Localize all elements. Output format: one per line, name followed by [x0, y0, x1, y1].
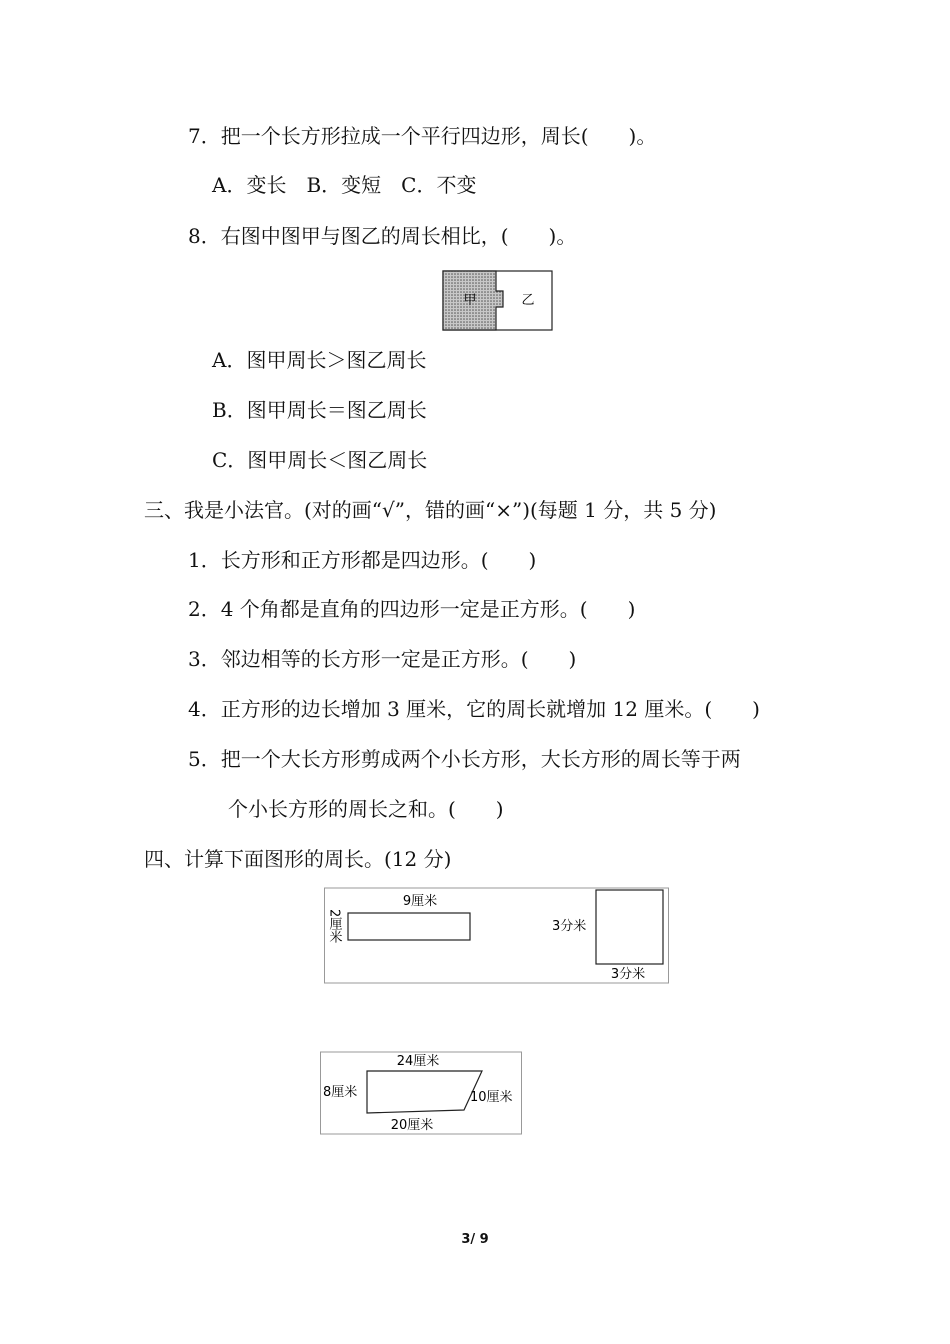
section4-heading: 四、计算下面图形的周长。(12 分)	[144, 847, 452, 871]
trapezoid-right-label: 10厘米	[470, 1090, 513, 1105]
section4-figure-2	[320, 1051, 523, 1137]
q8-label-jia: 甲	[463, 293, 477, 308]
rect-height-label: 2厘米	[326, 909, 342, 944]
q8-stem: 8．右图中图甲与图乙的周长相比，( )。	[188, 224, 577, 248]
q8-label-yi: 乙	[521, 293, 535, 308]
q8-option-c: C．图甲周长＜图乙周长	[212, 448, 428, 472]
page-number: 3/ 9	[461, 1232, 489, 1247]
section3-item-5-cont: 个小长方形的周长之和。( )	[228, 797, 504, 821]
trapezoid-left-label: 8厘米	[323, 1085, 358, 1100]
section3-item-2: 2．4 个角都是直角的四边形一定是正方形。( )	[188, 597, 636, 621]
q8-figure	[442, 270, 554, 332]
q7-options: A．变长 B．变短 C．不变	[212, 173, 477, 197]
q8-option-b: B．图甲周长＝图乙周长	[212, 398, 427, 422]
square-bottom-label: 3分米	[610, 967, 646, 982]
section3-item-3: 3．邻边相等的长方形一定是正方形。( )	[188, 647, 577, 671]
trapezoid-top-label: 24厘米	[396, 1054, 440, 1069]
square-left-label: 3分米	[552, 919, 587, 934]
rect-width-label: 9厘米	[402, 894, 438, 909]
q7-stem: 7．把一个长方形拉成一个平行四边形，周长( )。	[188, 124, 657, 148]
section3-item-5: 5．把一个大长方形剪成两个小长方形，大长方形的周长等于两	[188, 747, 741, 771]
section3-item-4: 4．正方形的边长增加 3 厘米，它的周长就增加 12 厘米。( )	[188, 697, 760, 721]
trapezoid-bottom-label: 20厘米	[390, 1118, 434, 1133]
section4-figure-1	[324, 887, 670, 985]
q8-option-a: A．图甲周长＞图乙周长	[212, 348, 427, 372]
section3-heading: 三、我是小法官。(对的画“√”，错的画“×”)(每题 1 分，共 5 分)	[144, 498, 717, 522]
section3-item-1: 1．长方形和正方形都是四边形。( )	[188, 548, 537, 572]
